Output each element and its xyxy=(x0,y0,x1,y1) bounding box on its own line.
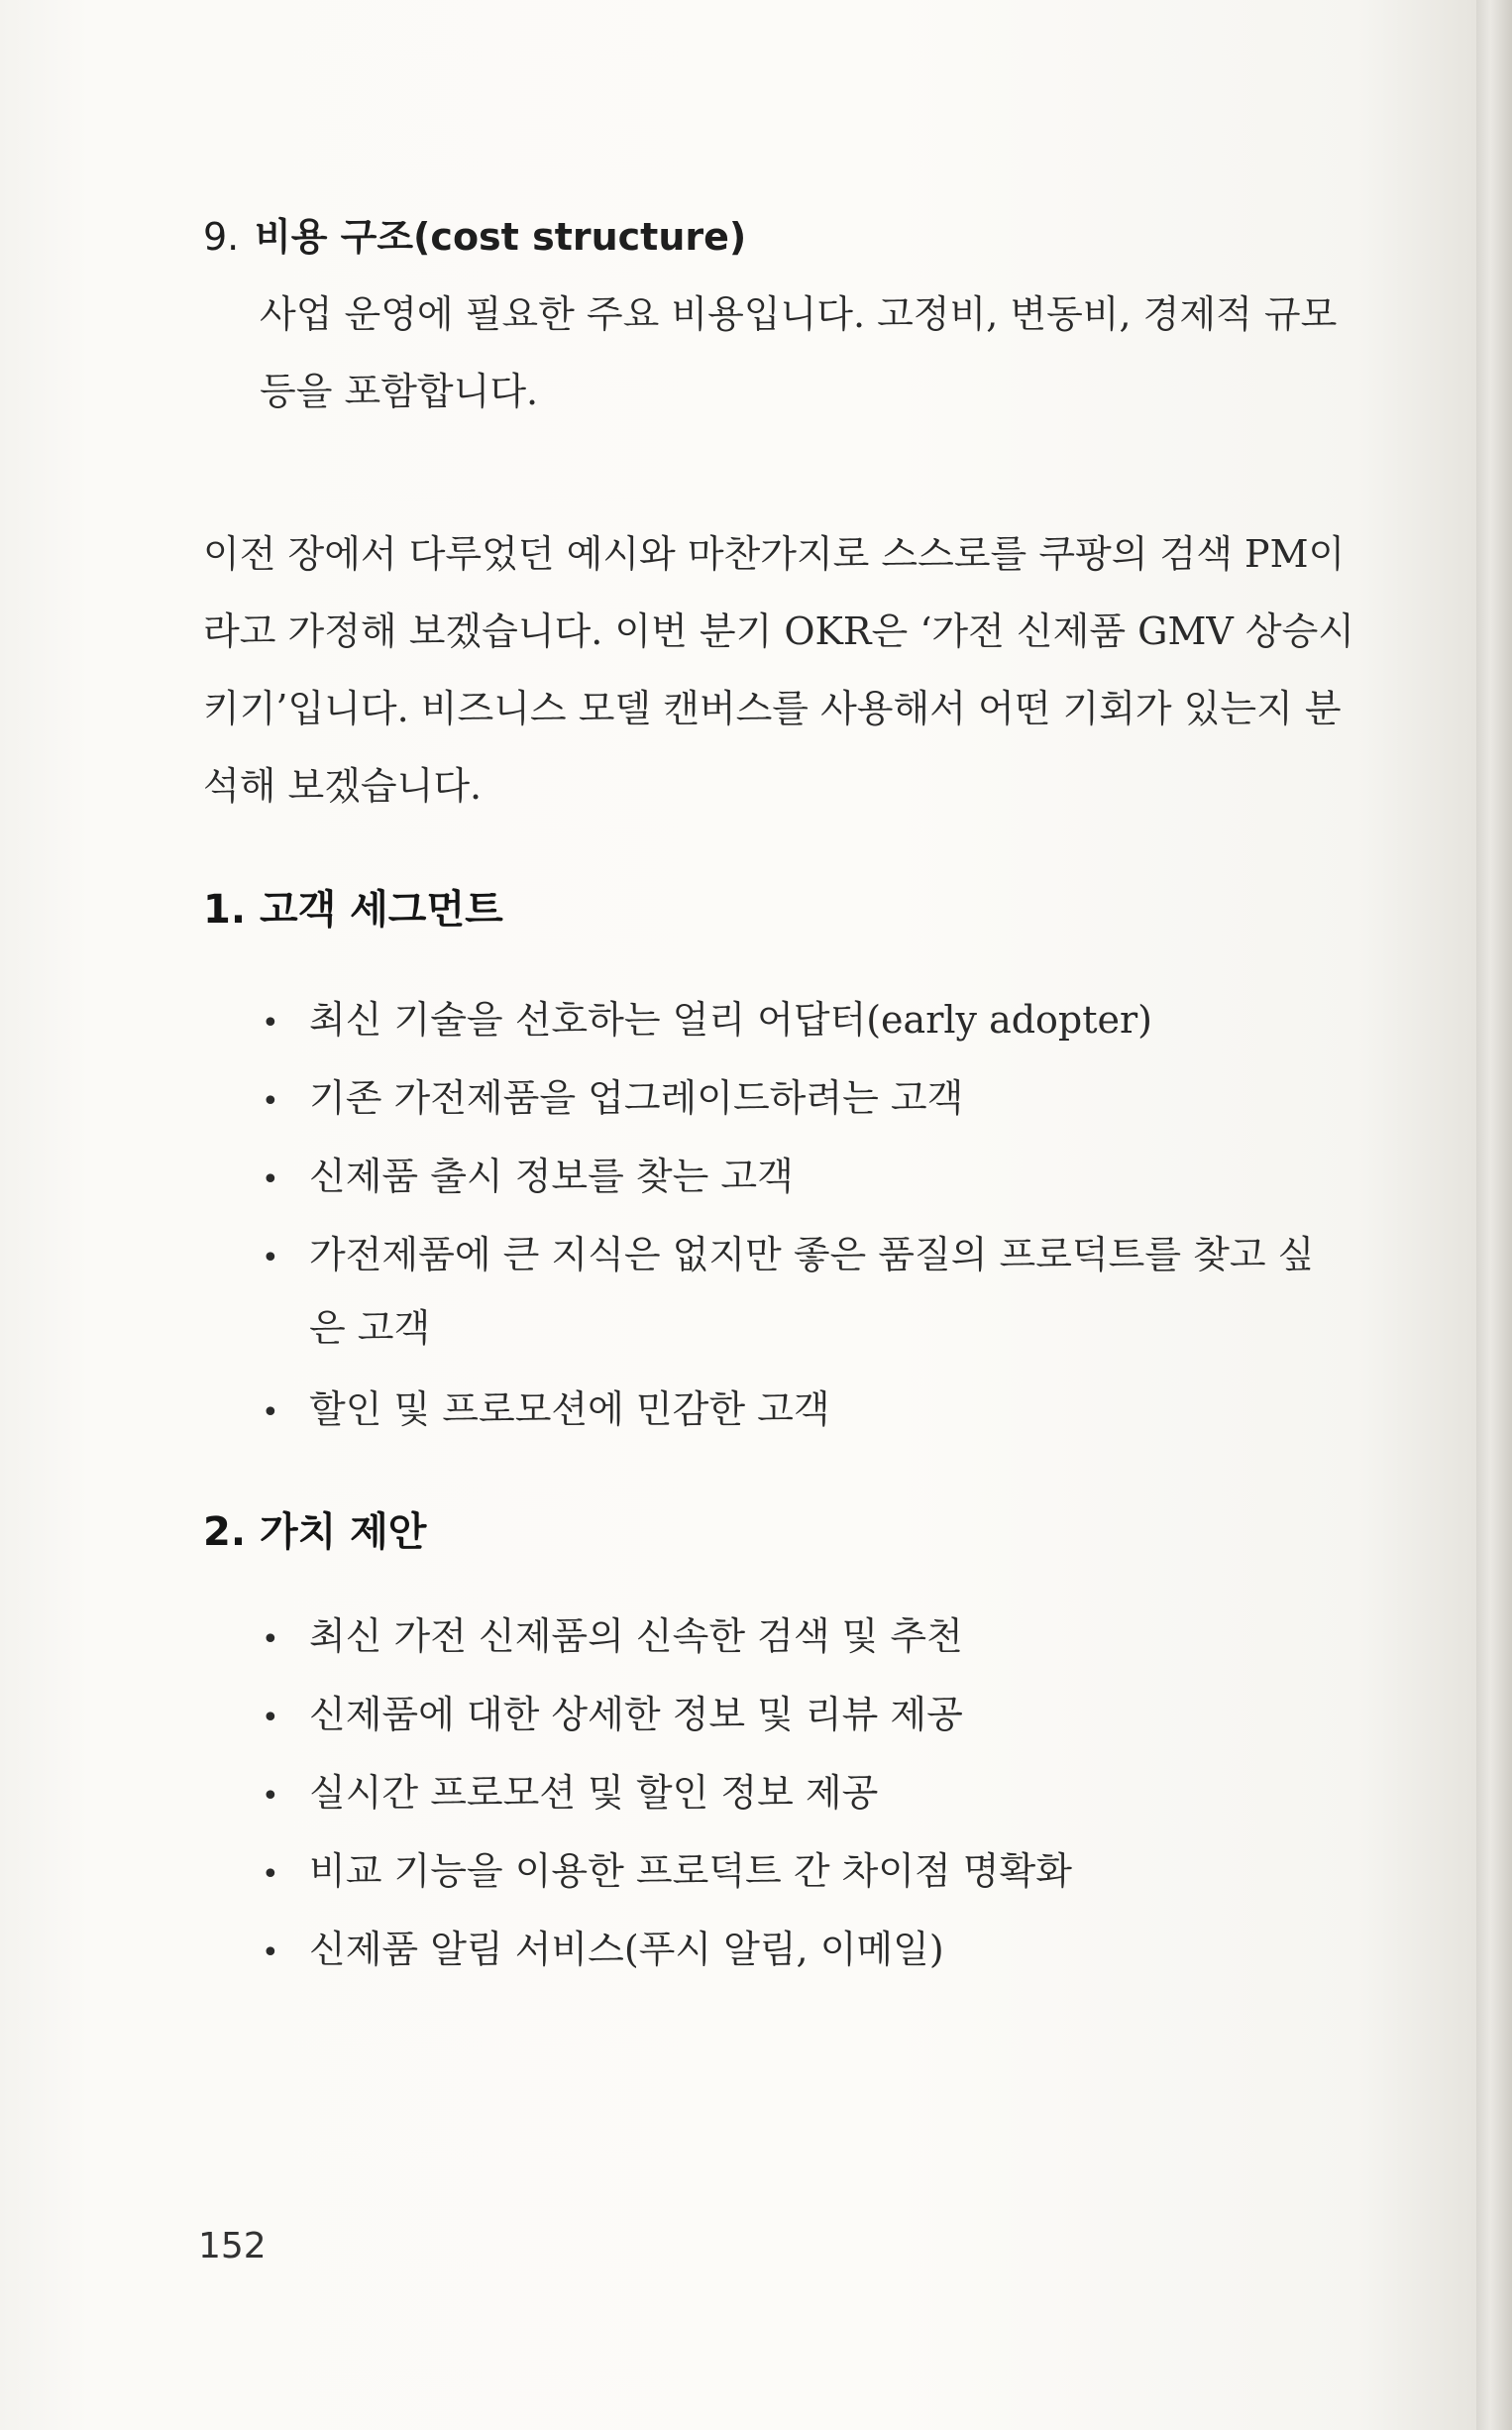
list-item-text: 신제품 출시 정보를 찾는 고객 xyxy=(309,1155,794,1198)
bullet-icon: • xyxy=(262,1622,279,1657)
list-item xyxy=(262,1919,944,1973)
list-item-text: 기존 가전제품을 업그레이드하려는 고객 xyxy=(309,1076,964,1120)
list-item-text: 비교 기능을 이용한 프로덕트 간 차이점 명확화 xyxy=(309,1849,1072,1893)
list-item xyxy=(262,1379,830,1433)
bullet-icon: • xyxy=(262,1857,279,1892)
list-item-text: 신제품에 대한 상세한 정보 및 리뷰 제공 xyxy=(309,1693,963,1736)
list-item xyxy=(262,1224,1314,1278)
list-item xyxy=(262,1067,963,1122)
customer-segments-heading: 1. 고객 세그먼트 xyxy=(203,887,503,933)
list-item xyxy=(262,989,1152,1044)
bullet-icon: • xyxy=(262,1779,279,1814)
list-item-text: 할인 및 프로모션에 민감한 고객 xyxy=(309,1387,830,1431)
list-item xyxy=(262,1840,1072,1895)
list-item-text: 가전제품에 큰 지식은 없지만 좋은 품질의 프로덕트를 찾고 싶 xyxy=(309,1233,1315,1276)
list-item-text: 신제품 알림 서비스(푸시 알림, 이메일) xyxy=(309,1928,944,1971)
item-number: 9. xyxy=(203,215,240,259)
bullet-icon: • xyxy=(262,1241,279,1275)
bullet-icon: • xyxy=(262,1162,279,1197)
intro-line-2: 라고 가정해 보겠습니다. 이번 분기 OKR은 ‘가전 신제품 GMV 상승시 xyxy=(203,609,1355,653)
cost-structure-heading xyxy=(203,206,746,261)
intro-line-3: 키기’입니다. 비즈니스 모델 캔버스를 사용해서 어떤 기회가 있는지 분 xyxy=(203,687,1342,730)
list-item-continuation: 은 고객 xyxy=(309,1306,431,1350)
list-item-text: 최신 가전 신제품의 신속한 검색 및 추천 xyxy=(309,1614,963,1658)
intro-line-4: 석해 보겠습니다. xyxy=(203,764,483,808)
bullet-icon: • xyxy=(262,1084,279,1119)
list-item xyxy=(262,1605,963,1660)
cost-structure-line-1: 사업 운영에 필요한 주요 비용입니다. 고정비, 변동비, 경제적 규모 xyxy=(260,292,1338,336)
list-item-text: 최신 기술을 선호하는 얼리 어답터(early adopter) xyxy=(309,998,1152,1042)
item-title: 비용 구조(cost structure) xyxy=(255,215,747,259)
bullet-icon: • xyxy=(262,1935,279,1970)
list-item xyxy=(262,1684,963,1738)
page-edge xyxy=(1476,0,1512,2430)
intro-line-1: 이전 장에서 다루었던 예시와 마찬가지로 스스로를 쿠팡의 검색 PM이 xyxy=(203,532,1346,576)
list-item-text: 실시간 프로모션 및 할인 정보 제공 xyxy=(309,1771,879,1815)
bullet-icon: • xyxy=(262,1395,279,1430)
bullet-icon: • xyxy=(262,1006,279,1041)
page-number: 152 xyxy=(198,2226,267,2266)
value-proposition-heading: 2. 가치 제안 xyxy=(203,1509,427,1555)
list-item xyxy=(262,1762,878,1817)
cost-structure-line-2: 등을 포함합니다. xyxy=(260,370,539,413)
list-item xyxy=(262,1146,794,1200)
bullet-icon: • xyxy=(262,1701,279,1735)
